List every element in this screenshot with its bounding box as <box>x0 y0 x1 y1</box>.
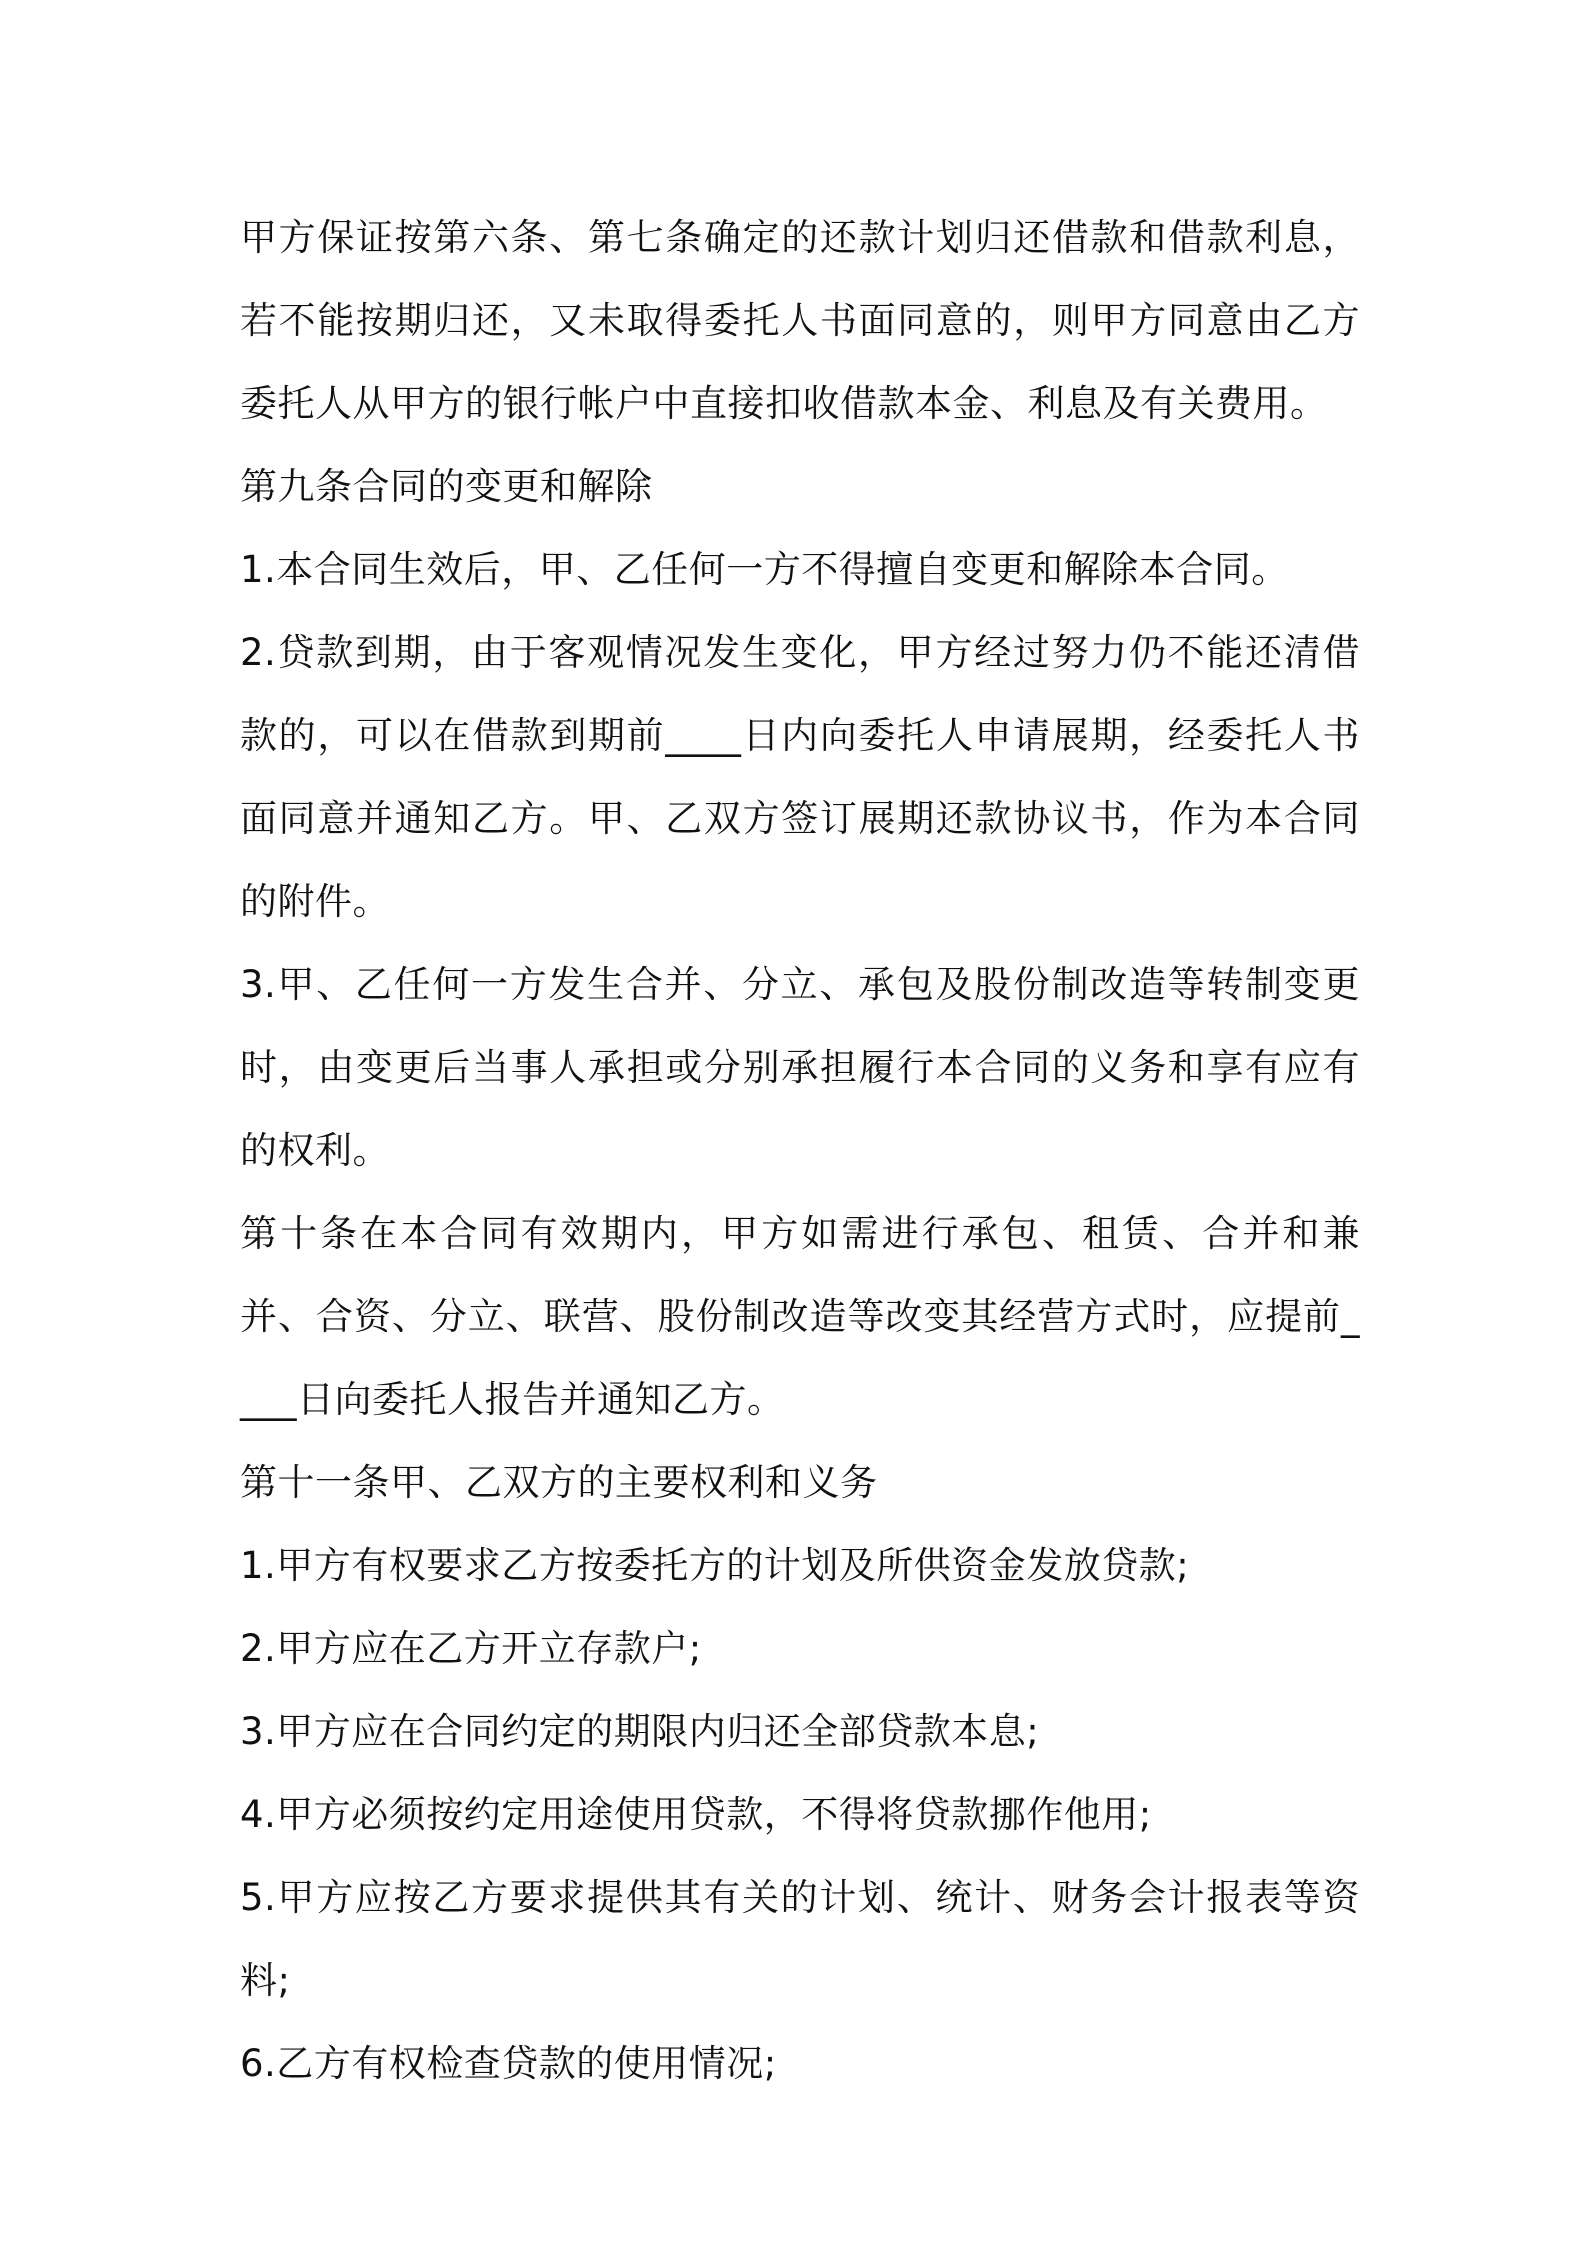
paragraph-repayment-guarantee: 甲方保证按第六条、第七条确定的还款计划归还借款和借款利息，若不能按期归还，又未取得委托人书面同意的，则甲方同意由乙方委托人从甲方的银行帐户中直接扣收借款本金、利息及有关费用。 <box>240 216 1360 425</box>
article-9-clause-2: 2.贷款到期，由于客观情况发生变化，甲方经过努力仍不能还清借款的，可以在借款到期前____日内向委托人申请展期，经委托人书面同意并通知乙方。甲、乙双方签订展期还款协议书，作为本合同的附件。 <box>240 631 1360 923</box>
article-9-clause-3: 3.甲、乙任何一方发生合并、分立、承包及股份制改造等转制变更时，由变更后当事人承担或分别承担履行本合同的义务和享有应有的权利。 <box>240 963 1360 1172</box>
article-11-clause-4: 4.甲方必须按约定用途使用贷款，不得将贷款挪作他用; <box>240 1793 1152 1836</box>
article-9-clause-1: 1.本合同生效后，甲、乙任何一方不得擅自变更和解除本合同。 <box>240 548 1289 591</box>
article-11-clause-6: 6.乙方有权检查贷款的使用情况; <box>240 2042 777 2085</box>
article-11-heading: 第十一条甲、乙双方的主要权利和义务 <box>240 1461 878 1504</box>
article-11-clause-5: 5.甲方应按乙方要求提供其有关的计划、统计、财务会计报表等资料; <box>240 1876 1360 2002</box>
article-11-clause-3: 3.甲方应在合同约定的期限内归还全部贷款本息; <box>240 1710 1040 1753</box>
document-body <box>240 196 1360 2105</box>
article-11-clause-1: 1.甲方有权要求乙方按委托方的计划及所供资金发放贷款; <box>240 1544 1190 1587</box>
article-11-clause-2: 2.甲方应在乙方开立存款户; <box>240 1627 702 1670</box>
article-9-heading: 第九条合同的变更和解除 <box>240 465 653 508</box>
article-10-paragraph: 第十条在本合同有效期内，甲方如需进行承包、租赁、合并和兼并、合资、分立、联营、股份制改造等改变其经营方式时，应提前____日向委托人报告并通知乙方。 <box>240 1212 1360 1421</box>
